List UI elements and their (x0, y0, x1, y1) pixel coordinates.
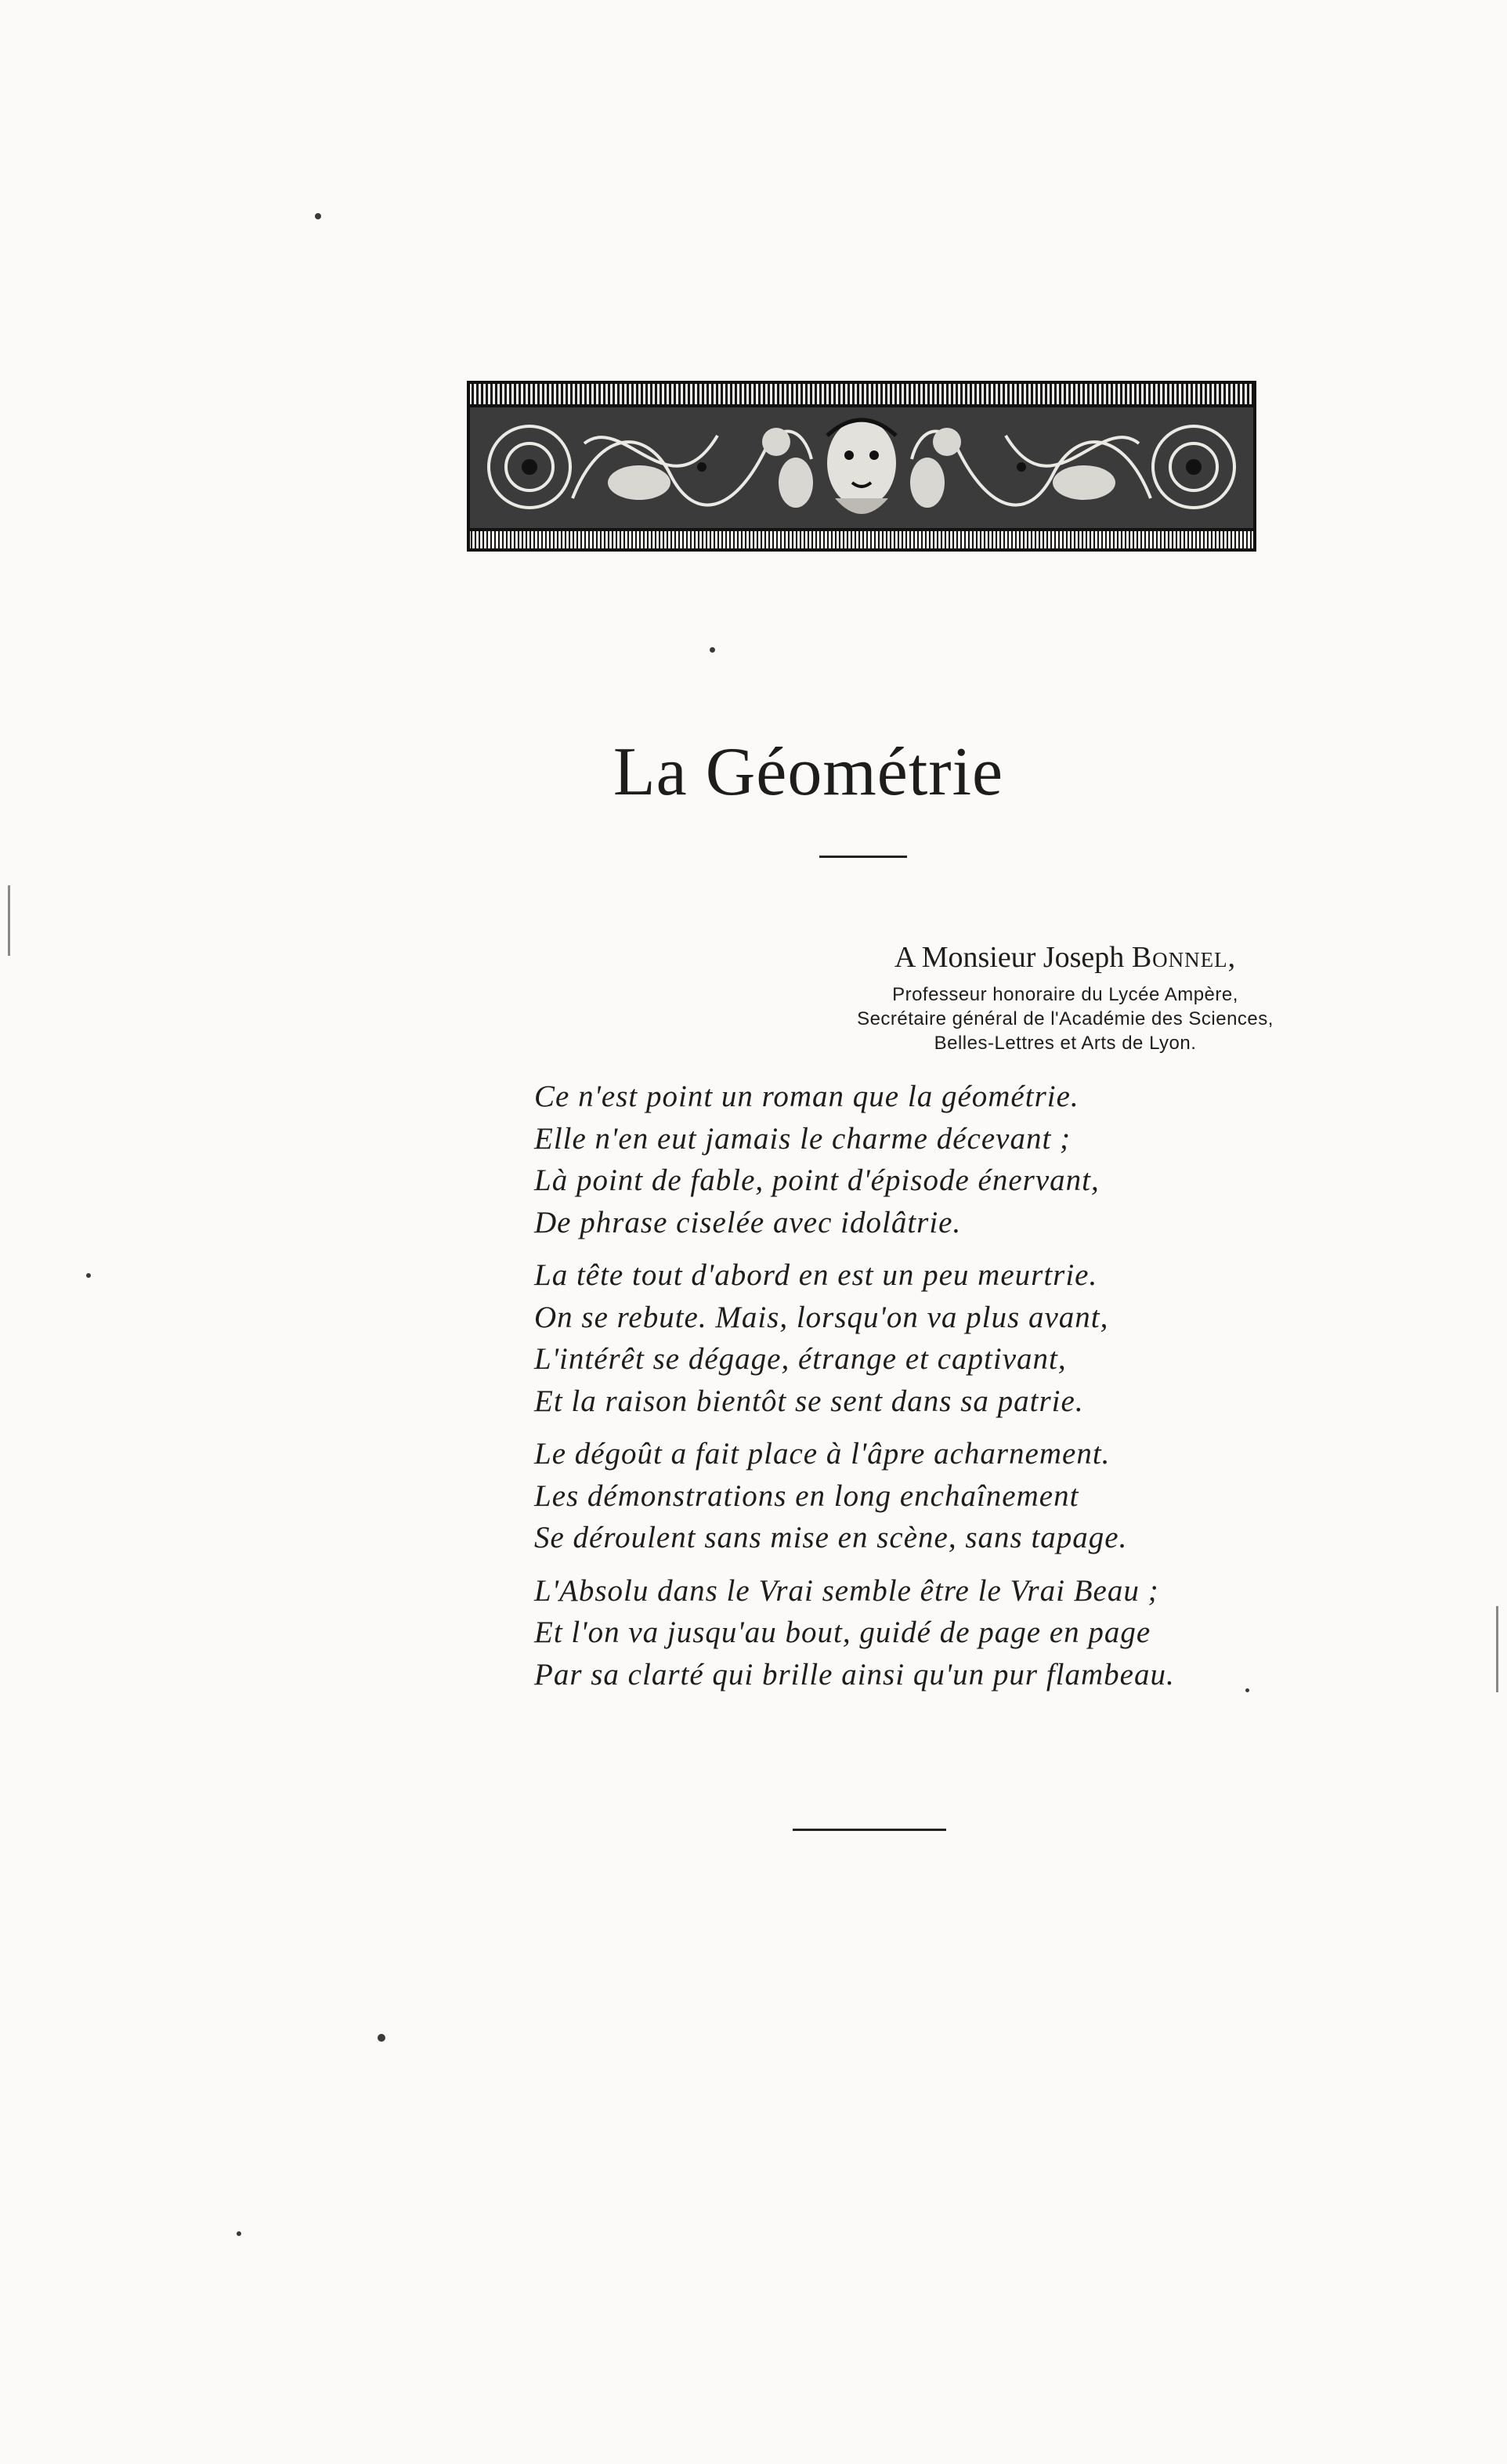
poem-verse: Le dégoût a fait place à l'âpre acharnement. (534, 1437, 1111, 1471)
scan-speck (237, 2231, 241, 2236)
poem-verse: On se rebute. Mais, lorsqu'on va plus avant, (534, 1300, 1109, 1334)
dedication-title-line: Belles-Lettres et Arts de Lyon. (934, 1033, 1197, 1054)
poem-verse: Là point de fable, point d'épisode énervant, (534, 1163, 1100, 1197)
scan-edge-mark (1496, 1606, 1498, 1692)
end-divider (793, 1829, 946, 1831)
scan-speck (86, 1273, 91, 1278)
ornamental-headpiece (467, 381, 1256, 552)
poem (534, 1076, 1317, 1706)
dedication-title-line: Secrétaire général de l'Académie des Sciences, (857, 1008, 1274, 1029)
poem-verse: L'Absolu dans le Vrai semble être le Vrai Beau ; (534, 1573, 1159, 1608)
poem-verse: Ce n'est point un roman que la géométrie. (534, 1080, 1079, 1113)
poem-verse: L'intérêt se dégage, étrange et captivant, (534, 1342, 1067, 1376)
poem-verse: Les démonstrations en long enchaînement (534, 1478, 1079, 1513)
poem-stanza (534, 1433, 1317, 1559)
dedication-recipient (830, 940, 1300, 975)
page-title: La Géométrie (613, 734, 1004, 810)
scan-edge-mark (8, 885, 10, 956)
poem-stanza (534, 1076, 1317, 1243)
poem-verse: Elle n'en eut jamais le charme décevant ; (534, 1121, 1072, 1156)
poem-verse: La tête tout d'abord en est un peu meurtrie. (534, 1258, 1098, 1292)
scan-speck (710, 647, 715, 653)
poem-verse: De phrase ciselée avec idolâtrie. (534, 1205, 962, 1239)
scan-speck (315, 213, 321, 219)
poem-verse: Et la raison bientôt se sent dans sa patrie. (534, 1384, 1084, 1418)
poem-verse: Se déroulent sans mise en scène, sans tapage. (534, 1521, 1128, 1554)
poem-stanza (534, 1254, 1317, 1422)
poem-verse: Et l'on va jusqu'au bout, guidé de page en page (534, 1616, 1151, 1649)
dedication-name: Bonnel, (1131, 941, 1237, 974)
poem-verse: Par sa clarté qui brille ainsi qu'un pur flambeau. (534, 1657, 1175, 1692)
poem-stanza (534, 1570, 1317, 1696)
dedication (830, 940, 1300, 1055)
dedication-prefix: A Monsieur Joseph (894, 941, 1125, 974)
dedication-title-line: Professeur honoraire du Lycée Ampère, (892, 984, 1238, 1005)
scan-speck (378, 2034, 385, 2042)
title-divider (819, 856, 907, 858)
